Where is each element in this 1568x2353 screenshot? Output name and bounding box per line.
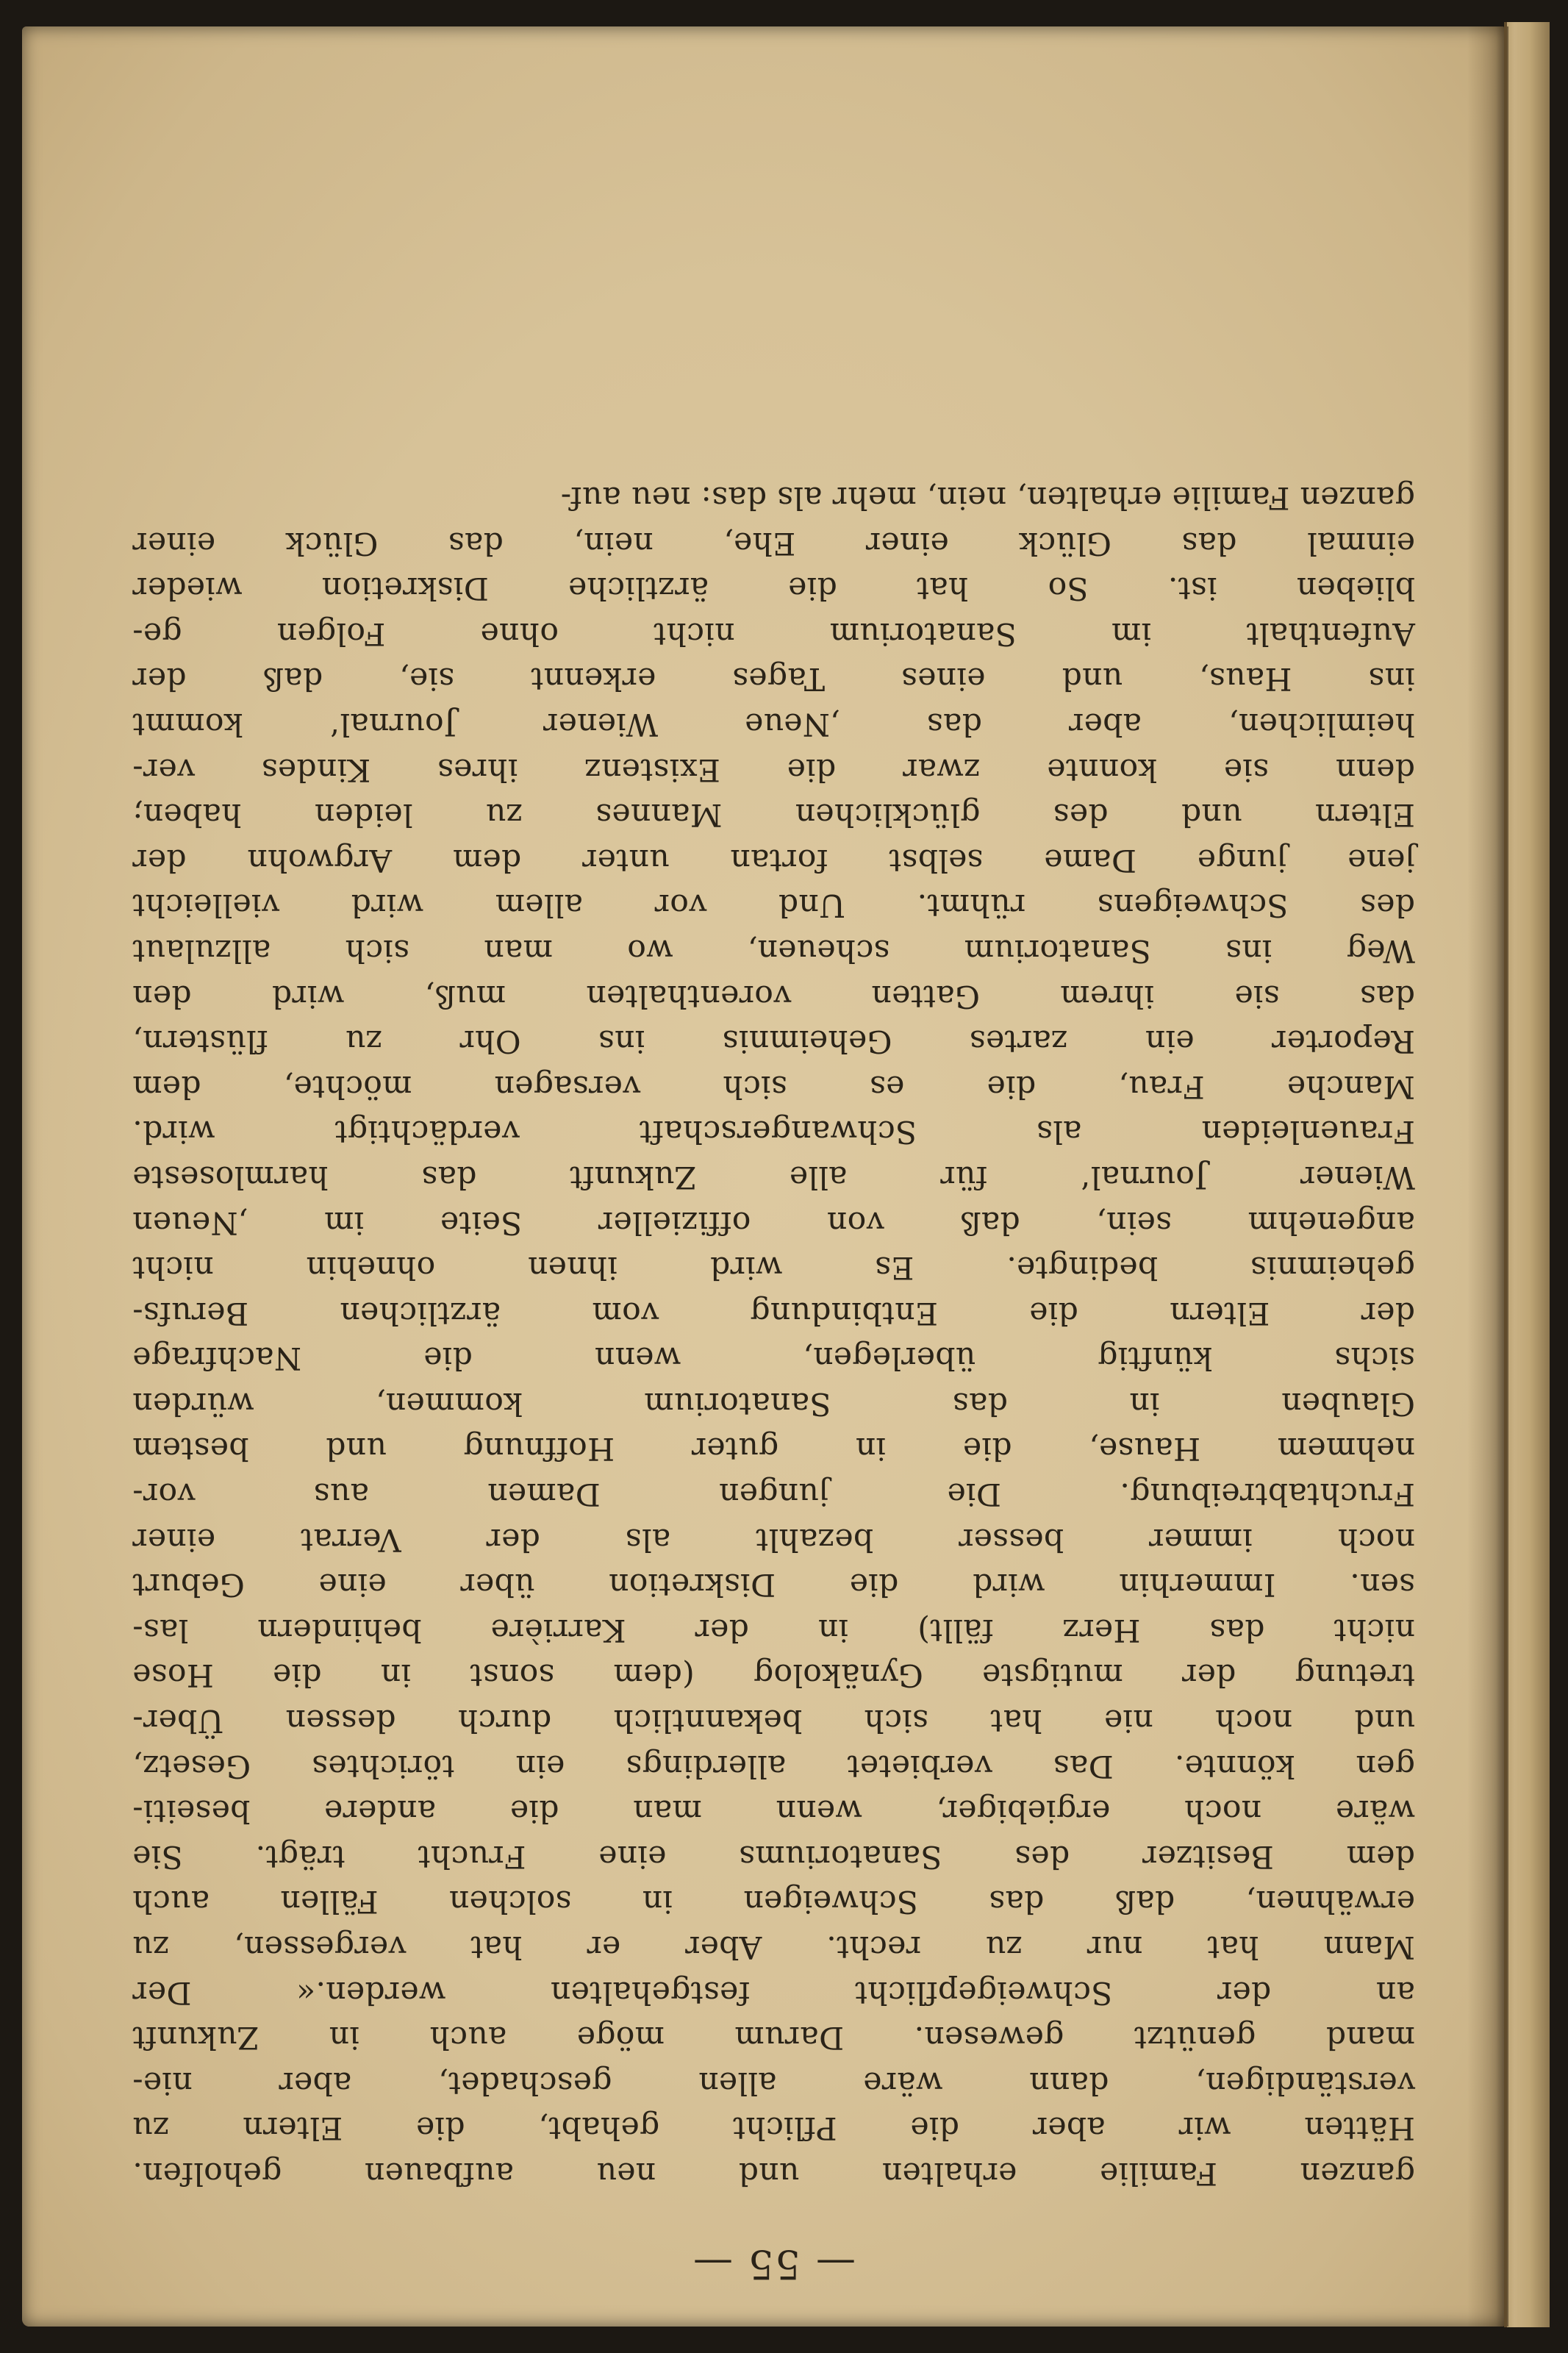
page-number: — 55 — bbox=[691, 2241, 856, 2288]
body-text bbox=[132, 474, 1415, 2196]
text-line: verständigen, dann wäre allen geschadet, aber nie- bbox=[132, 2064, 1415, 2101]
text-line: dem Besitzer des Sanatoriums eine Frucht trägt. Sie bbox=[132, 1838, 1415, 1874]
text-line: Mann hat nur zu recht. Aber er hat vergessen, zu bbox=[132, 1929, 1415, 1965]
text-line: Aufenthalt im Sanatorium nicht ohne Folgen ge- bbox=[132, 615, 1415, 651]
text-line: gen könnte. Das verbietet allerdings ein törichtes Gesetz, bbox=[132, 1747, 1415, 1784]
text-line: Hätten wir aber die Pflicht gehabt, die Eltern zu bbox=[132, 2110, 1415, 2146]
text-line: denn sie konnte zwar die Existenz ihres Kindes ver- bbox=[132, 751, 1415, 788]
text-line: Eltern und des glücklichen Mannes zu leiden haben; bbox=[132, 796, 1415, 833]
text-line: Wiener Journal‘ für alle Zukunft das harmloseste bbox=[132, 1158, 1415, 1195]
text-line: Frauenleiden als Schwangerschaft verdächtigt wird. bbox=[132, 1113, 1415, 1150]
text-line: sen. Immerhin wird die Diskretion über eine Geburt bbox=[132, 1566, 1415, 1603]
spine-line bbox=[1504, 22, 1507, 2327]
text-line: geheimnis bedingte. Es wird ihnen ohnehin nicht bbox=[132, 1249, 1415, 1286]
text-line: nehmem Hause, die in guter Hoffnung und bestem bbox=[132, 1430, 1415, 1467]
text-line: Reporter ein zartes Geheimnis ins Ohr zu flüstern, bbox=[132, 1023, 1415, 1060]
text-line: an der Schweigepflicht festgehalten werden.« Der bbox=[132, 1974, 1415, 2010]
text-line: Weg ins Sanatorium scheuen, wo man sich allzulaut bbox=[132, 932, 1415, 968]
text-line: noch immer besser bezahlt als der Verrat einer bbox=[132, 1521, 1415, 1557]
text-line: angenehm sein, daß von offizieller Seite im ‚Neuen bbox=[132, 1204, 1415, 1240]
text-line: der Eltern die Entbindung vom ärztlichen Berufs- bbox=[132, 1294, 1415, 1331]
text-line: erwähnen, daß das Schweigen in solchen Fällen auch bbox=[132, 1883, 1415, 1920]
text-line: nicht das Herz fällt) in der Karrière behindern las- bbox=[132, 1611, 1415, 1648]
text-line: ins Haus, und eines Tages erkennt sie, daß der bbox=[132, 660, 1415, 697]
text-line: und noch nie hat sich bekanntlich durch dessen Über- bbox=[132, 1702, 1415, 1739]
text-line: wäre noch ergiebiger, wenn man die andere beseiti- bbox=[132, 1793, 1415, 1829]
text-line: Glauben in das Sanatorium kommen, würden bbox=[132, 1385, 1415, 1421]
text-line: blieben ist. So hat die ärztliche Diskretion wieder bbox=[132, 570, 1415, 607]
gutter-shadow bbox=[1467, 26, 1508, 2327]
page-text-upside-down bbox=[132, 301, 1415, 2287]
text-line: einmal das Glück einer Ehe, nein, das Glück einer bbox=[132, 524, 1415, 561]
book-spine-edge bbox=[1504, 22, 1550, 2327]
text-line: Fruchtabtreibung. Die jungen Damen aus vor- bbox=[132, 1476, 1415, 1513]
text-line: heimlichen, aber das ‚Neue Wiener Journal‘ kommt bbox=[132, 706, 1415, 742]
text-line: jene junge Dame selbst fortan unter dem Argwohn der bbox=[132, 841, 1415, 878]
text-line: Manche Frau, die es sich versagen möchte, dem bbox=[132, 1068, 1415, 1104]
text-line: sichs künftig überlegen, wenn die Nachfrage bbox=[132, 1340, 1415, 1377]
text-line: mand genützt gewesen. Darum möge auch in Zukunft bbox=[132, 2019, 1415, 2056]
text-line: ganzen Familie erhalten und neu aufbauen geholfen. bbox=[132, 2155, 1415, 2191]
text-line: das sie ihrem Gatten vorenthalten muß, wird den bbox=[132, 977, 1415, 1014]
text-line: ganzen Familie erhalten, nein, mehr als das: neu auf- bbox=[560, 479, 1415, 516]
text-line: tretung der mutigste Gynäkolog (dem sonst in die Hose bbox=[132, 1657, 1415, 1693]
text-line: des Schweigens rühmt. Und vor allem wird vielleicht bbox=[132, 887, 1415, 924]
